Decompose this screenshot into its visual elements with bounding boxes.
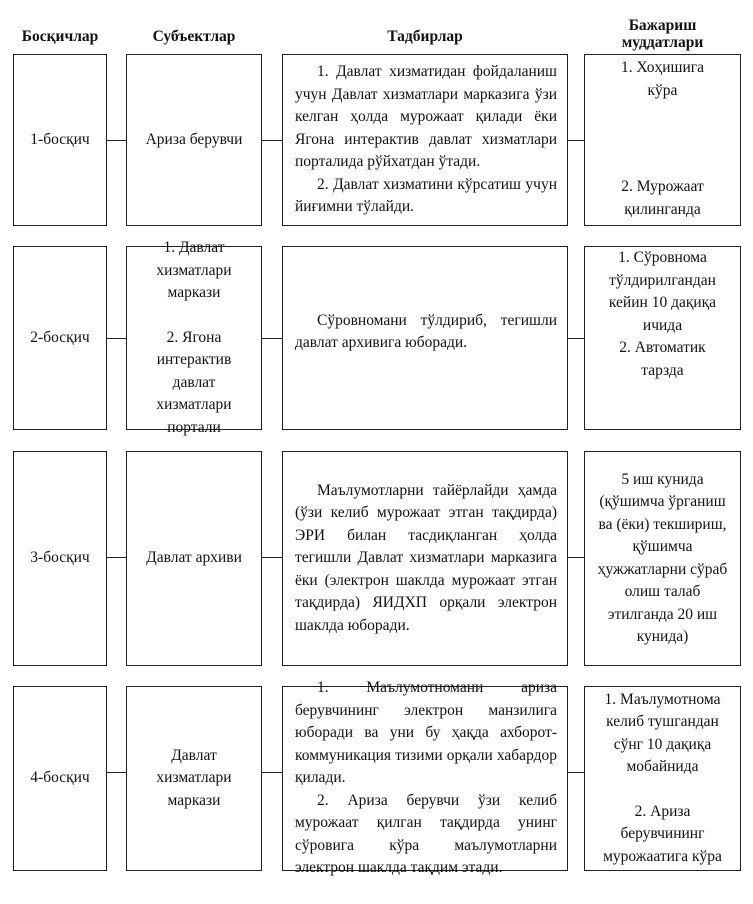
- deadline-item: 1. Сўровнома тўлдирилгандан кейин 10 дақиқа ичида: [608, 249, 717, 334]
- header-subjects: Субъектлар: [152, 28, 236, 45]
- stage-box: [13, 54, 107, 226]
- stage-box: [13, 246, 107, 430]
- connector: [107, 772, 126, 773]
- action-item: 2. Давлат хизматини кўрсатиш учун йиғимни тўлайди.: [295, 175, 557, 216]
- connector: [568, 140, 584, 141]
- connector: [262, 772, 282, 773]
- subject-box: [126, 54, 262, 226]
- action-item: 2. Ариза берувчи ўзи келиб мурожаат қилган тақдирда унинг сўровига кўра маълумотларни электрон шаклда тақдим этади.: [295, 791, 557, 877]
- header-actions: Тадбирлар: [387, 28, 463, 45]
- deadline-item: 5 иш кунида (қўшимча ўрганиш ва (ёки) текшириш, қўшимча ҳужжатларни сўраб олиш талаб этилганда 20 иш кунида): [597, 470, 728, 645]
- connector: [568, 338, 584, 339]
- stage-label: 4-босқич: [30, 769, 90, 787]
- deadline-box: [584, 686, 741, 871]
- stage-label: 2-босқич: [30, 328, 90, 346]
- deadline-item: 1. Маълумотнома келиб тушгандан сўнг 10 дақиқа мобайнида: [604, 690, 721, 776]
- subject-box: [126, 686, 262, 871]
- actions-box: [282, 451, 568, 666]
- deadline-box: [584, 246, 741, 430]
- actions-box: [282, 54, 568, 226]
- deadline-item: 2. Автоматик тарзда: [619, 339, 706, 379]
- connector: [568, 557, 584, 558]
- stage-box: [13, 686, 107, 871]
- subject-box: [126, 239, 262, 436]
- action-item: Сўровномани тўлдириб, тегишли давлат архивига юборади.: [295, 311, 557, 351]
- header-deadlines-line1: Бажариш: [628, 17, 697, 34]
- subject-item: 2. Ягона интерактив давлат хизматлари портали: [156, 328, 232, 436]
- header-deadlines: [584, 17, 741, 51]
- connector: [107, 557, 126, 558]
- connector: [568, 772, 584, 773]
- connector: [107, 338, 126, 339]
- action-item: Маълумотларни тайёрлайди ҳамда (ўзи келиб мурожаат этган тақдирда) ЭРИ билан тасдиқланган ҳолда тегишли Давлат хизматлари марказига ёки (электрон шаклда мурожаат этган тақдирда) ЯИДХП орқали электрон шаклда юборади.: [295, 481, 557, 634]
- connector: [262, 140, 282, 141]
- subject-label: Давлат архиви: [146, 549, 242, 567]
- deadline-box: [584, 54, 741, 226]
- connector: [107, 140, 126, 141]
- deadline-item: 2. Мурожаат қилинганда: [621, 178, 704, 218]
- subject-box: [126, 451, 262, 666]
- actions-box: [282, 246, 568, 430]
- header-stages: Босқичлар: [21, 28, 99, 45]
- actions-box: [282, 679, 568, 877]
- subject-label: Ариза берувчи: [145, 130, 243, 148]
- stage-box: [13, 451, 107, 666]
- deadline-item: 1. Хоҳишига кўра: [621, 59, 704, 99]
- action-item: 1. Давлат хизматидан фойдаланиш учун Давлат хизматлари марказига ўзи келган ҳолда мурожаат қилади ёки Ягона интерактив давлат хизматлари порталида рўйхатдан ўтади.: [295, 63, 557, 171]
- stage-label: 3-босқич: [30, 549, 90, 567]
- subject-label: Давлат хизматлари маркази: [156, 746, 232, 809]
- deadline-box: [584, 451, 741, 666]
- action-item: 1. Маълумотномани ариза берувчининг электрон манзилига юборади ва уни бу ҳақда ахборот-коммуникация тизими орқали хабардор қилади.: [295, 679, 557, 787]
- stage-label: 1-босқич: [30, 130, 90, 148]
- deadline-item: 2. Ариза берувчининг мурожаатига кўра: [603, 802, 722, 865]
- connector: [262, 557, 282, 558]
- connector: [262, 338, 282, 339]
- subject-item: 1. Давлат хизматлари маркази: [156, 239, 232, 301]
- header-deadlines-line2: муддатлари: [621, 34, 704, 51]
